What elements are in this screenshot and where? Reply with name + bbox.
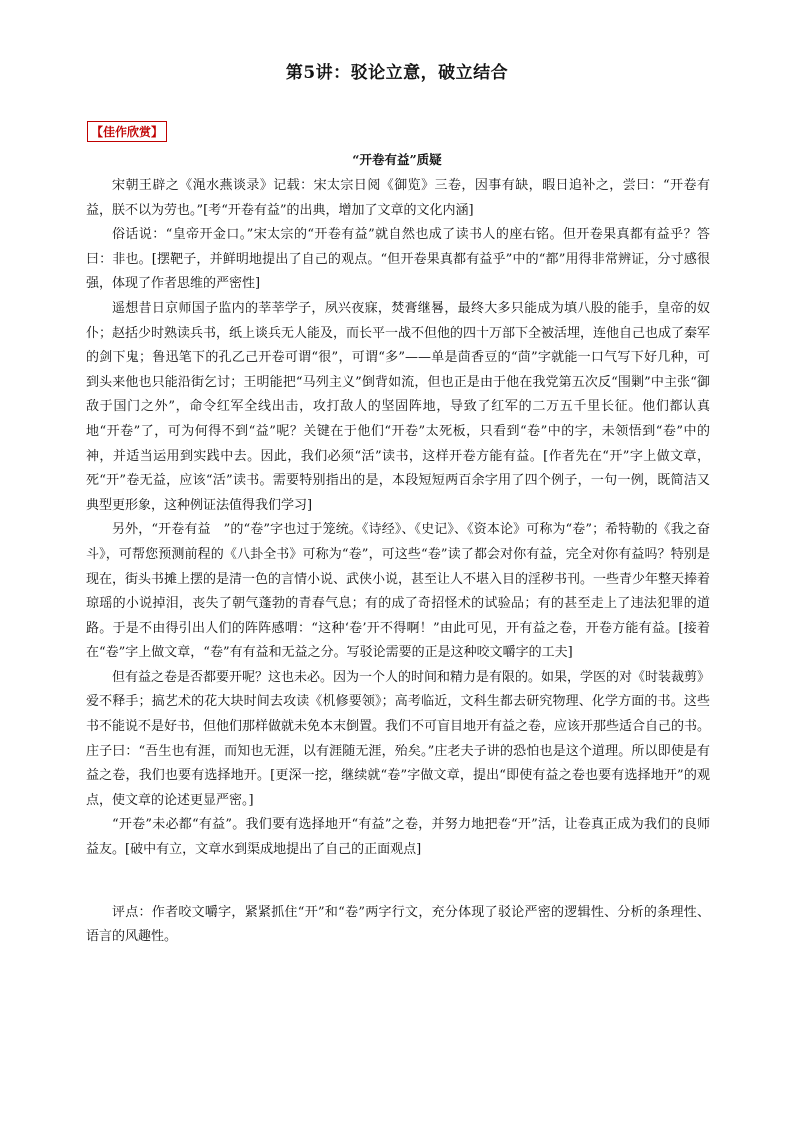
paragraph: 另外，“开卷有益 ”的“卷”字也过于笼统。《诗经》、《史记》、《资本论》可称为“卷”；希特勒的《我之奋斗》，可帮您预测前程的《八卦全书》可称为“卷”，可这些“卷”读了都会对你有益，完全对你有益吗？特别是现在，街头书摊上摆的是清一色的言情小说、武侠小说，甚至让人不堪入目的淫秽书刊。一些青少年整天捧着琼瑶的小说掉泪，丧失了朝气蓬勃的青春气息；有的成了奇招怪术的试验品；有的甚至走上了违法犯罪的道路。于是不由得引出人们的阵阵感喟：“这种‘卷’开不得啊！”由此可见，开有益之卷，开卷方能有益。[接着在“卷”字上做文章，“卷”有有益和无益之分。写驳论需要的正是这种咬文嚼字的工夫] [86, 522, 711, 661]
paragraph: 遥想昔日京师国子监内的莘莘学子，夙兴夜寐，焚膏继晷，最终大多只能成为填八股的能手，皇帝的奴仆；赵括少时熟读兵书，纸上谈兵无人能及，而长平一战不但他的四十万部下全被活埋，连他自己也成了秦军的剑下鬼；鲁迅笔下的孔乙己开卷可谓“很”，可谓“多”——单是茴香豆的“茴”字就能一口气写下好几种，可到头来他也只能沿街乞讨；王明能把“马列主义”倒背如流，但也正是由于他在我党第五次反“围剿”中主张“御敌于国门之外”，命令红军全线出击，攻打敌人的坚固阵地，导致了红军的二万五千里长征。他们都认真地“开卷”了，可为何得不到“益”呢？关键在于他们“开卷”太死板，只看到“卷”中的字，未领悟到“卷”中的神，并适当运用到实践中去。因此，我们必须“活”读书，这样开卷方能有益。[作者先在“开”字上做文章，死“开”卷无益，应该“活”读书。需要特别指出的是，本段短短两百余字用了四个例子，一句一例，既简洁又典型更形象，这种例证法值得我们学习] [86, 300, 711, 513]
spacer [86, 863, 710, 901]
essay-title: “开卷有益”质疑 [352, 152, 442, 167]
section-tag: 【佳作欣赏】 [87, 121, 167, 142]
paragraph: “开卷”未必都“有益”。我们要有选择地开“有益”之卷，并努力地把卷“开”活，让卷真正成为我们的良师益友。[破中有立，文章水到渠成地提出了自己的正面观点] [86, 817, 710, 858]
lesson-title: 第5讲：驳论立意，破立结合 [285, 63, 509, 83]
comment-paragraph: 评点：作者咬文嚼字，紧紧抓住“开”和“卷”两字行文，充分体现了驳论严密的逻辑性、分析的条理性、语言的风趣性。 [86, 904, 710, 945]
essay-body [86, 174, 710, 950]
paragraph: 宋朝王辟之《渑水燕谈录》记载：宋太宗日阅《御览》三卷，因事有缺，暇日追补之，尝曰：“开卷有益，朕不以为劳也。”[考“开卷有益”的出典，增加了文章的文化内涵] [86, 178, 710, 218]
paragraph: 俗话说：“皇帝开金口。”宋太宗的“开卷有益”就自然也成了读书人的座右铭。但开卷果真都有益乎？答曰：非也。[摆靶子，并鲜明地提出了自己的观点。“但开卷果真都有益乎”中的“都”用得非常辨证，分寸感很强，体现了作者思维的严密性] [86, 227, 710, 292]
paragraph: 但有益之卷是否都要开呢？这也未必。因为一个人的时间和精力是有限的。如果，学医的对《时装裁剪》爱不释手；搞艺术的花大块时间去攻读《机修要领》；高考临近，文科生都去研究物理、化学方面的书。这些书不能说不是好书，但他们那样做就未免本末倒置。我们不可盲目地开有益之卷，应该开那些适合自己的书。庄子曰：“吾生也有涯，而知也无涯，以有涯随无涯，殆矣。”庄老夫子讲的恐怕也是这个道理。所以即使是有益之卷，我们也要有选择地开。[更深一挖，继续就“卷”字做文章，提出“即使有益之卷也要有选择地开”的观点，使文章的论述更显严密。] [86, 669, 711, 808]
